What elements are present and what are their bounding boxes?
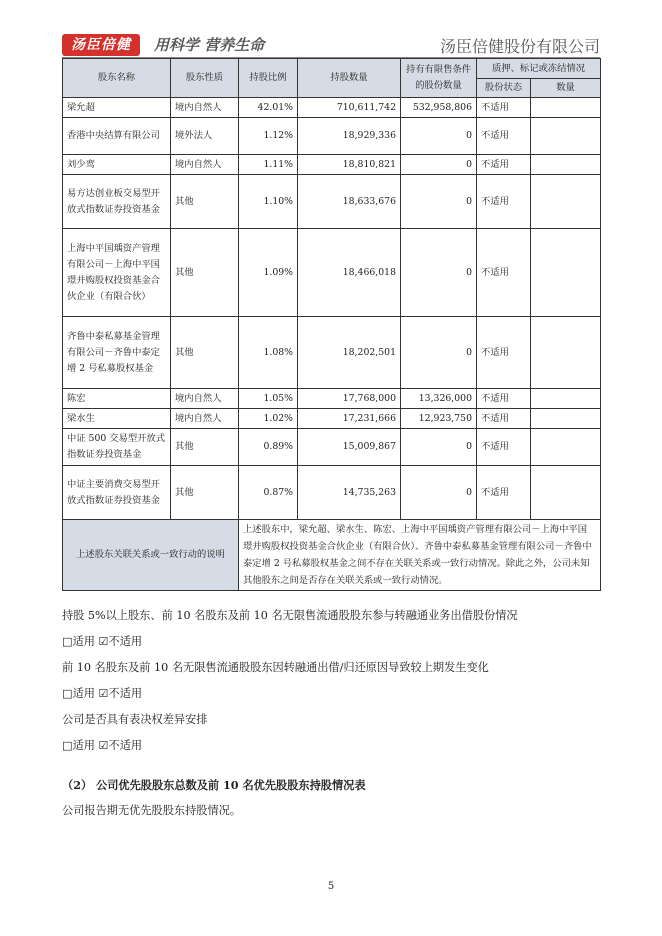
cell-pledge-qty [531, 155, 601, 175]
table-row [63, 175, 601, 229]
header-qty: 持股数量 [298, 59, 401, 98]
answer-lending-change: □适用 ☑不适用 [62, 687, 143, 700]
header-pledge-status: 股份状态 [477, 79, 531, 98]
cell-name: 易方达创业板交易型开放式指数证券投资基金 [63, 175, 171, 229]
cell-restricted: 12,923,750 [401, 409, 477, 429]
question-lending-change: 前 10 名股东及前 10 名无限售流通股股东因转融通出借/归还原因导致较上期发生变化 [62, 661, 489, 674]
page-header [62, 28, 600, 60]
header-pledge-group: 质押、标记或冻结情况 [477, 59, 601, 79]
cell-nature: 境内自然人 [171, 98, 239, 118]
cell-qty: 18,633,676 [298, 175, 401, 229]
cell-nature: 其他 [171, 317, 239, 389]
cell-status: 不适用 [477, 389, 531, 409]
shareholder-table [62, 58, 601, 591]
cell-status: 不适用 [477, 118, 531, 155]
cell-status: 不适用 [477, 155, 531, 175]
note-text: 上述股东中，梁允超、梁水生、陈宏、上海中平国瑀资产管理有限公司－上海中平国璟并购股权投资基金合伙企业（有限合伙）、齐鲁中泰私募基金管理有限公司－齐鲁中泰定增 2 号私募股权基金之间不存在关联关系或一致行动情况。除此之外，公司未知其他股东之间是否存在关联关系或一致行动情况。 [239, 520, 601, 591]
cell-qty: 17,768,000 [298, 389, 401, 409]
cell-qty: 18,810,821 [298, 155, 401, 175]
table-row [63, 466, 601, 520]
cell-ratio: 1.05% [239, 389, 298, 409]
header-name: 股东名称 [63, 59, 171, 98]
cell-ratio: 1.10% [239, 175, 298, 229]
table-row [63, 317, 601, 389]
section-text: 公司报告期无优先股股东持股情况。 [62, 804, 242, 817]
cell-pledge-qty [531, 98, 601, 118]
cell-name: 刘少鸾 [63, 155, 171, 175]
cell-pledge-qty [531, 466, 601, 520]
cell-nature: 其他 [171, 429, 239, 466]
cell-pledge-qty [531, 229, 601, 317]
cell-restricted: 532,958,806 [401, 98, 477, 118]
table-row [63, 229, 601, 317]
cell-restricted: 0 [401, 229, 477, 317]
cell-name: 香港中央结算有限公司 [63, 118, 171, 155]
cell-status: 不适用 [477, 175, 531, 229]
cell-ratio: 1.08% [239, 317, 298, 389]
answer-margin-lending: □适用 ☑不适用 [62, 635, 143, 648]
cell-restricted: 0 [401, 118, 477, 155]
cell-ratio: 42.01% [239, 98, 298, 118]
header-pledge-qty: 数量 [531, 79, 601, 98]
header-ratio: 持股比例 [239, 59, 298, 98]
slogan: 用科学 营养生命 [154, 36, 265, 54]
cell-status: 不适用 [477, 229, 531, 317]
cell-qty: 17,231,666 [298, 409, 401, 429]
cell-name: 梁水生 [63, 409, 171, 429]
cell-restricted: 13,326,000 [401, 389, 477, 409]
cell-name: 齐鲁中泰私募基金管理有限公司－齐鲁中泰定增 2 号私募股权基金 [63, 317, 171, 389]
cell-status: 不适用 [477, 466, 531, 520]
answer-voting-rights: □适用 ☑不适用 [62, 739, 143, 752]
cell-nature: 境内自然人 [171, 155, 239, 175]
cell-status: 不适用 [477, 409, 531, 429]
cell-qty: 710,611,742 [298, 98, 401, 118]
cell-status: 不适用 [477, 429, 531, 466]
cell-name: 上海中平国瑀资产管理有限公司－上海中平国璟并购股权投资基金合伙企业（有限合伙） [63, 229, 171, 317]
cell-nature: 其他 [171, 466, 239, 520]
cell-name: 中证 500 交易型开放式指数证券投资基金 [63, 429, 171, 466]
cell-qty: 15,009,867 [298, 429, 401, 466]
table-row-note [63, 520, 601, 591]
cell-status: 不适用 [477, 98, 531, 118]
cell-ratio: 1.11% [239, 155, 298, 175]
header-nature: 股东性质 [171, 59, 239, 98]
table-row [63, 409, 601, 429]
company-logo: 汤臣倍健 [62, 34, 140, 56]
cell-nature: 其他 [171, 175, 239, 229]
cell-pledge-qty [531, 409, 601, 429]
cell-nature: 境内自然人 [171, 409, 239, 429]
cell-qty: 18,202,501 [298, 317, 401, 389]
cell-restricted: 0 [401, 466, 477, 520]
question-margin-lending: 持股 5%以上股东、前 10 名股东及前 10 名无限售流通股股东参与转融通业务出借股份情况 [62, 609, 518, 622]
cell-qty: 18,929,336 [298, 118, 401, 155]
cell-name: 梁允超 [63, 98, 171, 118]
note-label: 上述股东关联关系或一致行动的说明 [63, 520, 239, 591]
company-name: 汤臣倍健股份有限公司 [439, 37, 600, 56]
section-heading: （2） 公司优先股股东总数及前 10 名优先股股东持股情况表 [62, 778, 366, 792]
cell-ratio: 1.02% [239, 409, 298, 429]
cell-ratio: 1.12% [239, 118, 298, 155]
cell-nature: 境外法人 [171, 118, 239, 155]
cell-name: 陈宏 [63, 389, 171, 409]
cell-pledge-qty [531, 429, 601, 466]
cell-ratio: 0.89% [239, 429, 298, 466]
table-row [63, 389, 601, 409]
cell-restricted: 0 [401, 175, 477, 229]
cell-nature: 其他 [171, 229, 239, 317]
page-number: 5 [327, 881, 335, 892]
cell-restricted: 0 [401, 317, 477, 389]
cell-ratio: 1.09% [239, 229, 298, 317]
table-row [63, 429, 601, 466]
cell-qty: 18,466,018 [298, 229, 401, 317]
cell-pledge-qty [531, 317, 601, 389]
cell-pledge-qty [531, 118, 601, 155]
cell-restricted: 0 [401, 155, 477, 175]
question-voting-rights: 公司是否具有表决权差异安排 [62, 713, 208, 726]
cell-name: 中证主要消费交易型开放式指数证券投资基金 [63, 466, 171, 520]
table-row [63, 118, 601, 155]
table-row [63, 155, 601, 175]
cell-pledge-qty [531, 175, 601, 229]
cell-nature: 境内自然人 [171, 389, 239, 409]
cell-pledge-qty [531, 389, 601, 409]
header-restricted: 持有有限售条件的股份数量 [401, 59, 477, 98]
table-row [63, 98, 601, 118]
cell-status: 不适用 [477, 317, 531, 389]
cell-ratio: 0.87% [239, 466, 298, 520]
cell-restricted: 0 [401, 429, 477, 466]
cell-qty: 14,735,263 [298, 466, 401, 520]
